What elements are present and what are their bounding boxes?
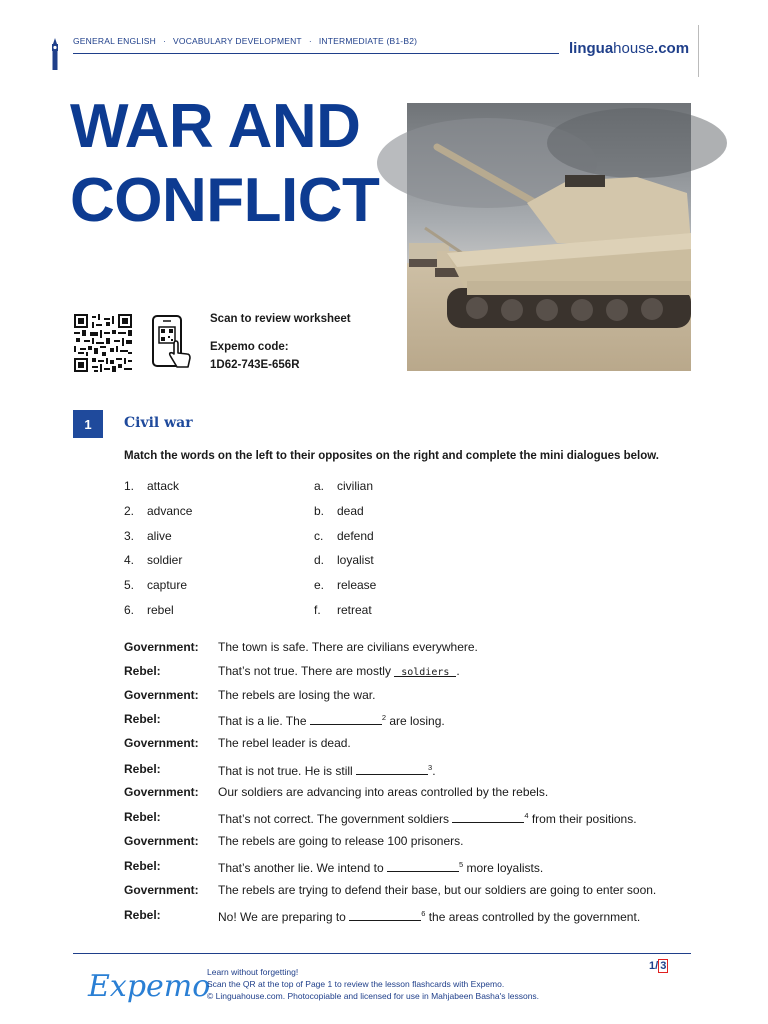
dialogue-text-part: . bbox=[456, 664, 460, 678]
match-word: civilian bbox=[337, 479, 374, 493]
match-left-item bbox=[124, 529, 172, 543]
speaker-label: Rebel: bbox=[124, 664, 161, 678]
dialogue-text bbox=[218, 640, 478, 654]
big-ben-icon bbox=[50, 38, 60, 70]
match-left-item bbox=[124, 553, 182, 567]
blank-number: 5 bbox=[459, 860, 464, 869]
page-title bbox=[70, 90, 400, 238]
match-letter: b. bbox=[314, 504, 325, 518]
expemo-logo-text: Expemo bbox=[88, 969, 211, 1004]
dialogue-text-part: No! We are preparing to bbox=[218, 910, 350, 924]
dialogue-line bbox=[124, 688, 704, 706]
dialogue-line bbox=[124, 640, 704, 658]
dialogue-text-part: That’s another lie. We intend to bbox=[218, 861, 387, 875]
answer-blank-3[interactable] bbox=[356, 762, 428, 775]
page-total: 3 bbox=[660, 960, 667, 972]
breadcrumb-separator: · bbox=[308, 36, 312, 46]
match-word: retreat bbox=[337, 603, 372, 617]
logo-part-house: house bbox=[613, 40, 655, 57]
dialogue-text-part: The rebels are losing the war. bbox=[218, 688, 376, 702]
answer-blank-4[interactable] bbox=[452, 810, 524, 823]
dialogue-text-part: The rebel leader is dead. bbox=[218, 736, 351, 750]
match-letter: f. bbox=[314, 603, 321, 617]
speaker-label: Government: bbox=[124, 883, 199, 897]
dialogue-text bbox=[218, 834, 463, 848]
speaker-label: Rebel: bbox=[124, 810, 161, 824]
section-number-badge: 1 bbox=[73, 410, 103, 438]
dialogue-text bbox=[218, 688, 375, 702]
expemo-logo[interactable] bbox=[88, 962, 211, 1008]
match-right-item bbox=[314, 553, 374, 567]
dialogue-text bbox=[218, 883, 656, 897]
title-line-2: CONFLICT bbox=[70, 166, 380, 235]
footer-text bbox=[207, 966, 539, 1002]
dialogue-line bbox=[124, 712, 704, 730]
qr-code-icon[interactable] bbox=[74, 314, 132, 372]
answer-blank-5[interactable] bbox=[387, 859, 459, 872]
scan-to-review-label: Scan to review worksheet bbox=[210, 313, 351, 325]
dialogue-text-part: from their positions. bbox=[528, 812, 637, 826]
speaker-label: Government: bbox=[124, 834, 199, 848]
footer-instruction: Scan the QR at the top of Page 1 to review the lesson flashcards with Expemo. bbox=[207, 979, 505, 989]
match-right-item bbox=[314, 603, 372, 617]
header-divider bbox=[73, 53, 559, 54]
dialogue-line bbox=[124, 810, 704, 828]
footer-divider bbox=[73, 953, 691, 954]
handwritten-answer: soldiers bbox=[401, 667, 450, 678]
page-current: 1 bbox=[649, 960, 656, 972]
match-right-item bbox=[314, 479, 373, 493]
dialogue-text bbox=[218, 664, 460, 678]
breadcrumb-item: INTERMEDIATE (B1-B2) bbox=[318, 36, 418, 46]
match-word: dead bbox=[337, 504, 364, 518]
breadcrumb-item: GENERAL ENGLISH bbox=[73, 36, 156, 46]
speaker-label: Rebel: bbox=[124, 908, 161, 922]
dialogue-text bbox=[218, 810, 637, 826]
speaker-label: Government: bbox=[124, 785, 199, 799]
match-word: alive bbox=[147, 529, 172, 543]
match-word: advance bbox=[147, 504, 193, 518]
match-number: 2. bbox=[124, 504, 135, 518]
match-right-item bbox=[314, 578, 376, 592]
speaker-label: Rebel: bbox=[124, 712, 161, 726]
header-vertical-divider bbox=[698, 25, 699, 77]
match-number: 6. bbox=[124, 603, 135, 617]
blank-number: 2 bbox=[381, 713, 386, 722]
blank-number: 6 bbox=[421, 909, 426, 918]
match-word: soldier bbox=[147, 553, 183, 567]
dialogue-text-part: That is not true. He is still bbox=[218, 764, 357, 778]
match-word: capture bbox=[147, 578, 188, 592]
dialogue-text-part: The rebels are going to release 100 prisoners. bbox=[218, 834, 464, 848]
speaker-label: Rebel: bbox=[124, 859, 161, 873]
dialogue-text-part: the areas controlled by the government. bbox=[425, 910, 641, 924]
footer-copyright: © Linguahouse.com. Photocopiable and licensed for use in Mahjabeen Basha's lessons. bbox=[207, 991, 540, 1001]
dialogue-line bbox=[124, 834, 704, 852]
match-word: rebel bbox=[147, 603, 174, 617]
logo-part-lingua: lingua bbox=[569, 40, 614, 57]
match-word: loyalist bbox=[337, 553, 374, 567]
match-word: defend bbox=[337, 529, 374, 543]
breadcrumb bbox=[73, 36, 417, 46]
match-right-item bbox=[314, 529, 374, 543]
phone-scan-icon bbox=[150, 314, 192, 372]
blank-number: 4 bbox=[524, 811, 529, 820]
dialogue-text bbox=[218, 736, 351, 750]
linguahouse-logo[interactable] bbox=[569, 40, 689, 57]
match-number: 5. bbox=[124, 578, 135, 592]
exercise-instruction: Match the words on the left to their opposites on the right and complete the mini dialogues below. bbox=[124, 450, 659, 462]
dialogue-line bbox=[124, 883, 704, 901]
speaker-label: Rebel: bbox=[124, 762, 161, 776]
logo-part-com: .com bbox=[654, 40, 690, 57]
match-word: attack bbox=[147, 479, 180, 493]
match-left-item bbox=[124, 504, 192, 518]
match-word: release bbox=[337, 578, 377, 592]
dialogue-text-part: That is a lie. The bbox=[218, 714, 310, 728]
dialogue-text bbox=[218, 785, 548, 799]
dialogue-text-part: more loyalists. bbox=[463, 861, 544, 875]
match-number: 4. bbox=[124, 553, 135, 567]
dialogue-text-part: The rebels are trying to defend their base, but our soldiers are going to enter soon. bbox=[218, 883, 657, 897]
breadcrumb-separator: · bbox=[163, 36, 167, 46]
page-separator: / bbox=[655, 960, 659, 972]
match-left-item bbox=[124, 479, 179, 493]
answer-blank-1[interactable] bbox=[394, 664, 456, 677]
expemo-code-label: Expemo code: bbox=[210, 341, 289, 353]
match-left-item bbox=[124, 603, 174, 617]
dialogue-line bbox=[124, 762, 704, 780]
dialogue-text-part: Our soldiers are advancing into areas controlled by the rebels. bbox=[218, 785, 549, 799]
breadcrumb-item: VOCABULARY DEVELOPMENT bbox=[173, 36, 302, 46]
match-letter: a. bbox=[314, 479, 325, 493]
match-number: 1. bbox=[124, 479, 135, 493]
speaker-label: Government: bbox=[124, 640, 199, 654]
page-number bbox=[649, 960, 668, 972]
dialogue-line bbox=[124, 859, 704, 877]
expemo-code-value: 1D62-743E-656R bbox=[210, 359, 300, 371]
speaker-label: Government: bbox=[124, 688, 199, 702]
dialogue-text-part: That’s not true. There are mostly bbox=[218, 664, 395, 678]
dialogue-text bbox=[218, 859, 543, 875]
footer-tagline: Learn without forgetting! bbox=[207, 967, 299, 977]
answer-blank-2[interactable] bbox=[310, 712, 382, 725]
match-right-item bbox=[314, 504, 364, 518]
dialogue-text bbox=[218, 908, 640, 924]
dialogue-text bbox=[218, 762, 436, 778]
dialogue-text-part: . bbox=[432, 764, 436, 778]
tank-photo bbox=[407, 103, 691, 371]
speaker-label: Government: bbox=[124, 736, 199, 750]
blank-number: 3 bbox=[428, 763, 433, 772]
dialogue-line bbox=[124, 908, 704, 926]
dialogue-line bbox=[124, 736, 704, 754]
match-number: 3. bbox=[124, 529, 135, 543]
dialogue-text-part: That’s not correct. The government soldiers bbox=[218, 812, 453, 826]
dialogue-text bbox=[218, 712, 445, 728]
match-left-item bbox=[124, 578, 187, 592]
match-letter: d. bbox=[314, 553, 325, 567]
title-line-1: WAR AND bbox=[70, 92, 361, 161]
section-title: Civil war bbox=[124, 415, 193, 431]
dialogue-line bbox=[124, 785, 704, 803]
match-letter: e. bbox=[314, 578, 325, 592]
answer-blank-6[interactable] bbox=[349, 908, 421, 921]
match-letter: c. bbox=[314, 529, 324, 543]
dialogue-line bbox=[124, 664, 704, 682]
dialogue-text-part: are losing. bbox=[386, 714, 445, 728]
dialogue-text-part: The town is safe. There are civilians everywhere. bbox=[218, 640, 478, 654]
